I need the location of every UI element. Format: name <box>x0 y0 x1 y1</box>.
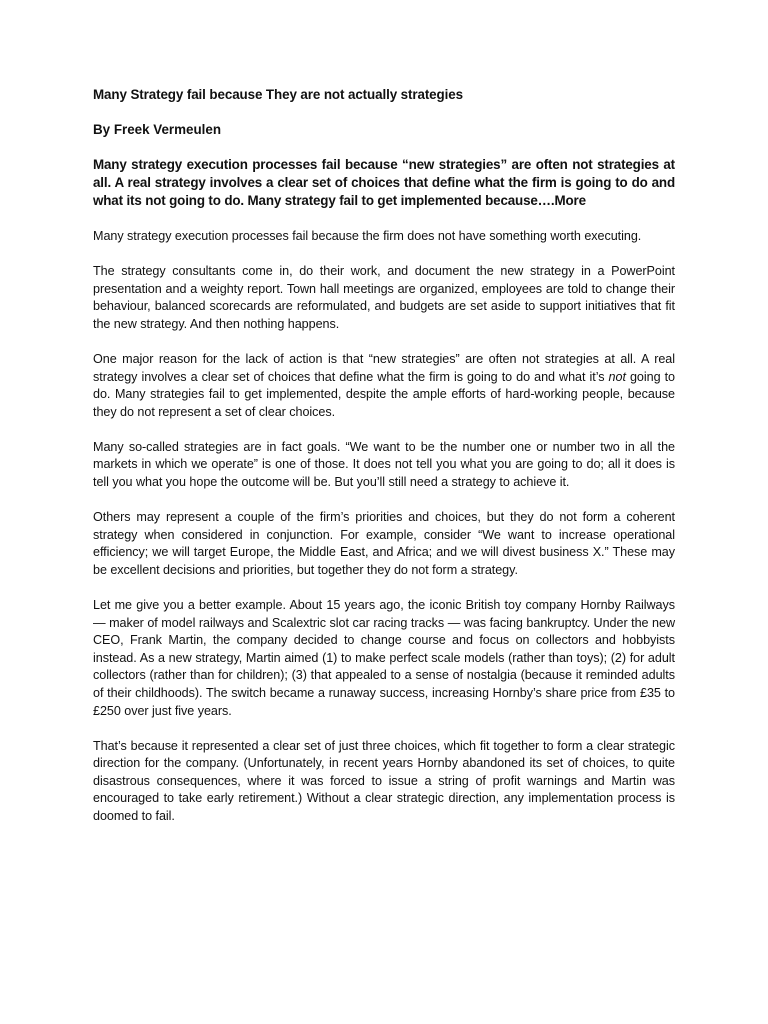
lead-summary: Many strategy execution processes fail because “new strategies” are often not strategies at all. A real strategy involves a clear set of choices that define what the firm is going to do and what its not going to do. Many strategy fail to get implemented because….More <box>93 157 675 208</box>
document-title: Many Strategy fail because They are not actually strategies <box>93 87 463 102</box>
paragraph-2: The strategy consultants come in, do their work, and document the new strategy in a PowerPoint presentation and a weighty report. Town hall meetings are organized, employees are told to change their behaviour, balanced scorecards are reformulated, and budgets are set aside to support initiatives that fit the new strategy. And then nothing happens. <box>93 264 675 331</box>
paragraph-3-before: One major reason for the lack of action is that “new strategies” are often not strategies at all. A real strategy involves a clear set of choices that define what the firm is going to do and what it’s <box>93 351 675 384</box>
paragraph-7: That’s because it represented a clear set of just three choices, which fit together to form a clear strategic direction for the company. (Unfortunately, in recent years Hornby abandoned its set of choices, to quite disastrous consequences, where it was forced to issue a string of profit warnings and Martin was encouraged to take early retirement.) Without a clear strategic direction, any implementation process is doomed to fail. <box>93 738 675 824</box>
paragraph-3-after: going to do. Many strategies fail to get implemented, despite the ample efforts of hard-working people, because they do not represent a set of clear choices. <box>93 369 675 419</box>
paragraph-3-emphasis: not <box>608 369 626 384</box>
paragraph-5: Others may represent a couple of the firm’s priorities and choices, but they do not form a coherent strategy when considered in conjunction. For example, consider “We want to increase operational efficiency; we will target Europe, the Middle East, and Africa; and we will divest business X.” These may be excellent decisions and priorities, but together they do not form a strategy. <box>93 510 675 577</box>
paragraph-4: Many so-called strategies are in fact goals. “We want to be the number one or number two in all the markets in which we operate” is one of those. It does not tell you what you are going to do; all it does is tell you what you hope the outcome will be. But you’ll still need a strategy to achieve it. <box>93 439 675 490</box>
paragraph-6: Let me give you a better example. About 15 years ago, the iconic British toy company Hornby Railways — maker of model railways and Scalextric slot car racing tracks — was facing bankruptcy. Under the new CEO, Frank Martin, the company decided to change course and focus on collectors and hobbyists instead. As a new strategy, Martin aimed (1) to make perfect scale models (rather than toys); (2) for adult collectors (rather than for children); (3) that appealed to a sense of nostalgia (because it reminded adults of their childhoods). The switch became a runaway success, increasing Hornby’s share price from £35 to £250 over just five years. <box>93 598 675 718</box>
document-page <box>93 86 675 843</box>
paragraph-3 <box>93 351 675 421</box>
paragraph-1: Many strategy execution processes fail because the firm does not have something worth executing. <box>93 229 642 243</box>
author-byline: By Freek Vermeulen <box>93 122 222 137</box>
